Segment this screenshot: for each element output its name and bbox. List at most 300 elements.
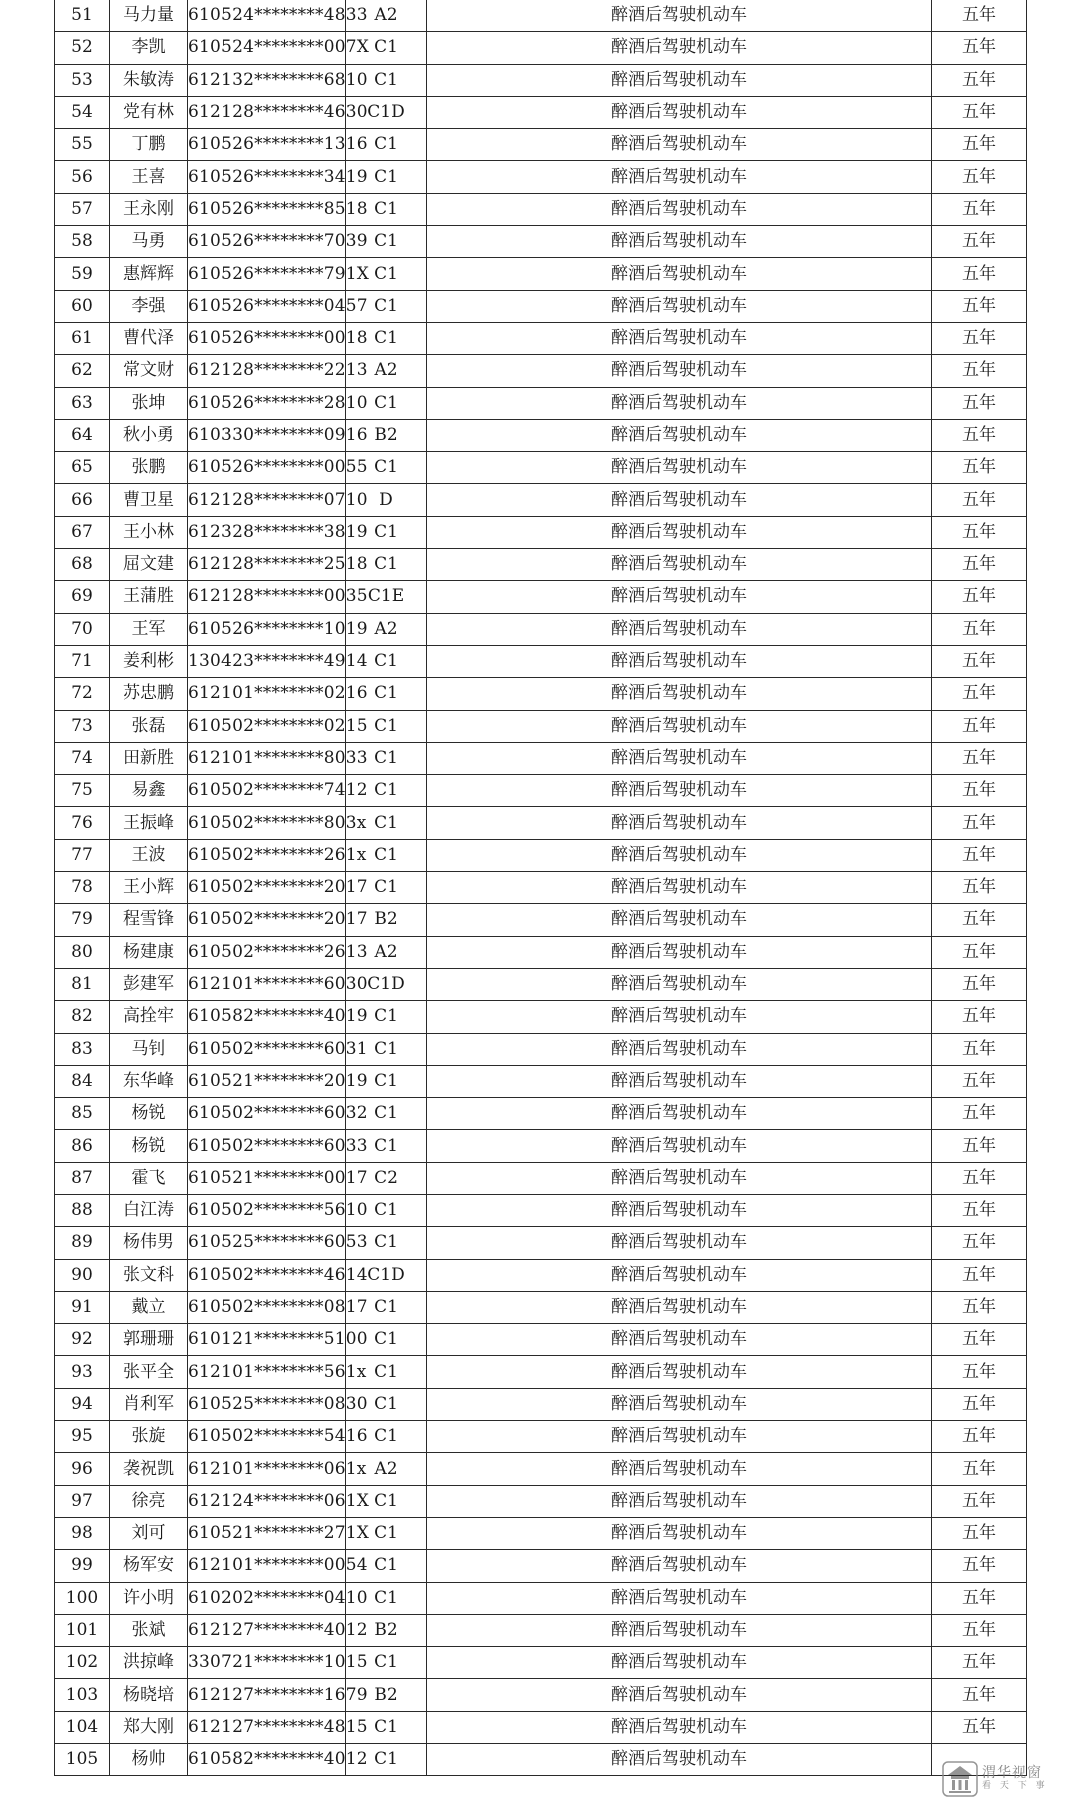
table-row: [55, 0, 1027, 32]
license-class-cell: C1: [346, 1647, 427, 1679]
ban-term-cell: 五年: [932, 1679, 1027, 1711]
row-number-cell: 95: [55, 1421, 110, 1453]
row-number-cell: 96: [55, 1453, 110, 1485]
watermark-line1: 渭华视窗: [982, 1765, 1042, 1782]
row-number-cell: 72: [55, 678, 110, 710]
table-row: [55, 742, 1027, 774]
row-number-cell: 63: [55, 387, 110, 419]
ban-term-cell: 五年: [932, 1324, 1027, 1356]
license-class-cell: C1: [346, 129, 427, 161]
table-row: [55, 1227, 1027, 1259]
name-cell: 张斌: [110, 1614, 188, 1646]
license-class-cell: C1: [346, 1033, 427, 1065]
reason-cell: 醉酒后驾驶机动车: [427, 839, 932, 871]
row-number-cell: 75: [55, 775, 110, 807]
reason-cell: 醉酒后驾驶机动车: [427, 484, 932, 516]
id-number-cell: 610502********2017: [188, 904, 346, 936]
id-number-cell: 610502********5610: [188, 1194, 346, 1226]
id-number-cell: 610202********0410: [188, 1582, 346, 1614]
row-number-cell: 56: [55, 161, 110, 193]
ban-term-cell: 五年: [932, 645, 1027, 677]
row-number-cell: 74: [55, 742, 110, 774]
ban-term-cell: 五年: [932, 290, 1027, 322]
reason-cell: 醉酒后驾驶机动车: [427, 258, 932, 290]
name-cell: 王振峰: [110, 807, 188, 839]
row-number-cell: 98: [55, 1517, 110, 1549]
reason-cell: 醉酒后驾驶机动车: [427, 1033, 932, 1065]
watermark-logo-icon: [942, 1761, 978, 1797]
id-number-cell: 610502********803x: [188, 807, 346, 839]
license-class-cell: A2: [346, 355, 427, 387]
table-row: [55, 1065, 1027, 1097]
row-number-cell: 59: [55, 258, 110, 290]
id-number-cell: 610121********5100: [188, 1324, 346, 1356]
license-class-cell: C1: [346, 1388, 427, 1420]
license-class-cell: C1: [346, 807, 427, 839]
ban-term-cell: 五年: [932, 1130, 1027, 1162]
table-row: [55, 1098, 1027, 1130]
table-row: [55, 355, 1027, 387]
reason-cell: 醉酒后驾驶机动车: [427, 645, 932, 677]
name-cell: 常文财: [110, 355, 188, 387]
ban-term-cell: 五年: [932, 96, 1027, 128]
table-row: [55, 904, 1027, 936]
row-number-cell: 93: [55, 1356, 110, 1388]
id-number-cell: 612128********2213: [188, 355, 346, 387]
id-number-cell: 612101********061x: [188, 1453, 346, 1485]
reason-cell: 醉酒后驾驶机动车: [427, 1582, 932, 1614]
row-number-cell: 57: [55, 193, 110, 225]
ban-term-cell: 五年: [932, 807, 1027, 839]
name-cell: 张文科: [110, 1259, 188, 1291]
table-row: [55, 258, 1027, 290]
name-cell: 东华峰: [110, 1065, 188, 1097]
ban-term-cell: 五年: [932, 387, 1027, 419]
name-cell: 易鑫: [110, 775, 188, 807]
license-class-cell: A2: [346, 1453, 427, 1485]
table-row: [55, 968, 1027, 1000]
license-class-cell: C1: [346, 1291, 427, 1323]
id-number-cell: 610502********7412: [188, 775, 346, 807]
license-class-cell: C1: [346, 1098, 427, 1130]
ban-term-cell: 五年: [932, 0, 1027, 32]
id-number-cell: 610526********3419: [188, 161, 346, 193]
name-cell: 王军: [110, 613, 188, 645]
license-class-cell: C1: [346, 549, 427, 581]
row-number-cell: 54: [55, 96, 110, 128]
row-number-cell: 90: [55, 1259, 110, 1291]
id-number-cell: 610526********0055: [188, 452, 346, 484]
reason-cell: 醉酒后驾驶机动车: [427, 1453, 932, 1485]
license-class-cell: C1E: [346, 581, 427, 613]
license-class-cell: C1D: [346, 96, 427, 128]
row-number-cell: 92: [55, 1324, 110, 1356]
id-number-cell: 612328********3819: [188, 516, 346, 548]
name-cell: 惠辉辉: [110, 258, 188, 290]
license-class-cell: C1: [346, 1421, 427, 1453]
name-cell: 杨军安: [110, 1550, 188, 1582]
id-number-cell: 610502********2017: [188, 872, 346, 904]
name-cell: 刘可: [110, 1517, 188, 1549]
ban-term-cell: 五年: [932, 613, 1027, 645]
row-number-cell: 81: [55, 968, 110, 1000]
name-cell: 杨伟男: [110, 1227, 188, 1259]
table-row: [55, 1582, 1027, 1614]
row-number-cell: 52: [55, 32, 110, 64]
name-cell: 朱敏涛: [110, 64, 188, 96]
row-number-cell: 89: [55, 1227, 110, 1259]
license-class-cell: C1: [346, 1324, 427, 1356]
table-row: [55, 193, 1027, 225]
license-class-cell: C1: [346, 387, 427, 419]
id-number-cell: 612127********4815: [188, 1711, 346, 1743]
license-class-cell: C1: [346, 1194, 427, 1226]
record-table: [54, 0, 1027, 1776]
license-class-cell: C1: [346, 64, 427, 96]
id-number-cell: 610582********4019: [188, 1001, 346, 1033]
reason-cell: 醉酒后驾驶机动车: [427, 193, 932, 225]
license-class-cell: C1: [346, 290, 427, 322]
name-cell: 王蒲胜: [110, 581, 188, 613]
row-number-cell: 88: [55, 1194, 110, 1226]
table-row: [55, 290, 1027, 322]
reason-cell: 醉酒后驾驶机动车: [427, 1711, 932, 1743]
id-number-cell: 610502********261x: [188, 839, 346, 871]
name-cell: 秋小勇: [110, 419, 188, 451]
table-row: [55, 872, 1027, 904]
row-number-cell: 105: [55, 1744, 110, 1776]
row-number-cell: 84: [55, 1065, 110, 1097]
id-number-cell: 610525********6053: [188, 1227, 346, 1259]
reason-cell: 醉酒后驾驶机动车: [427, 678, 932, 710]
license-class-cell: C1: [346, 872, 427, 904]
reason-cell: 醉酒后驾驶机动车: [427, 1388, 932, 1420]
table-row: [55, 775, 1027, 807]
table-row: [55, 452, 1027, 484]
ban-term-cell: 五年: [932, 452, 1027, 484]
license-class-cell: C1: [346, 1744, 427, 1776]
name-cell: 白江涛: [110, 1194, 188, 1226]
row-number-cell: 100: [55, 1582, 110, 1614]
row-number-cell: 82: [55, 1001, 110, 1033]
id-number-cell: 610526********0018: [188, 322, 346, 354]
table-row: [55, 1517, 1027, 1549]
watermark: [942, 1759, 1062, 1799]
id-number-cell: 130423********4914: [188, 645, 346, 677]
name-cell: 王喜: [110, 161, 188, 193]
name-cell: 杨锐: [110, 1098, 188, 1130]
id-number-cell: 610526********1316: [188, 129, 346, 161]
license-class-cell: C1: [346, 1227, 427, 1259]
id-number-cell: 610582********4012: [188, 1744, 346, 1776]
name-cell: 党有林: [110, 96, 188, 128]
id-number-cell: 610526********7039: [188, 226, 346, 258]
reason-cell: 醉酒后驾驶机动车: [427, 936, 932, 968]
ban-term-cell: 五年: [932, 1291, 1027, 1323]
reason-cell: 醉酒后驾驶机动车: [427, 1356, 932, 1388]
ban-term-cell: 五年: [932, 258, 1027, 290]
ban-term-cell: 五年: [932, 742, 1027, 774]
license-class-cell: C1: [346, 322, 427, 354]
reason-cell: 醉酒后驾驶机动车: [427, 968, 932, 1000]
row-number-cell: 76: [55, 807, 110, 839]
id-number-cell: 612127********4012: [188, 1614, 346, 1646]
id-number-cell: 612128********4630: [188, 96, 346, 128]
reason-cell: 醉酒后驾驶机动车: [427, 1550, 932, 1582]
ban-term-cell: 五年: [932, 904, 1027, 936]
row-number-cell: 73: [55, 710, 110, 742]
ban-term-cell: 五年: [932, 936, 1027, 968]
id-number-cell: 610502********5416: [188, 1421, 346, 1453]
reason-cell: 醉酒后驾驶机动车: [427, 96, 932, 128]
license-class-cell: C1: [346, 1485, 427, 1517]
name-cell: 高拴牢: [110, 1001, 188, 1033]
reason-cell: 醉酒后驾驶机动车: [427, 1162, 932, 1194]
row-number-cell: 86: [55, 1130, 110, 1162]
id-number-cell: 612127********1679: [188, 1679, 346, 1711]
id-number-cell: 610526********2810: [188, 387, 346, 419]
ban-term-cell: 五年: [932, 1582, 1027, 1614]
license-class-cell: C1: [346, 1001, 427, 1033]
ban-term-cell: 五年: [932, 1614, 1027, 1646]
license-class-cell: C1: [346, 161, 427, 193]
id-number-cell: 610526********8518: [188, 193, 346, 225]
table-row: [55, 678, 1027, 710]
ban-term-cell: 五年: [932, 1001, 1027, 1033]
ban-term-cell: 五年: [932, 1033, 1027, 1065]
license-class-cell: C1: [346, 742, 427, 774]
license-class-cell: C1: [346, 1517, 427, 1549]
license-class-cell: C1: [346, 710, 427, 742]
license-class-cell: C1D: [346, 968, 427, 1000]
name-cell: 田新胜: [110, 742, 188, 774]
table-row: [55, 1388, 1027, 1420]
row-number-cell: 80: [55, 936, 110, 968]
ban-term-cell: 五年: [932, 678, 1027, 710]
license-class-cell: B2: [346, 419, 427, 451]
row-number-cell: 64: [55, 419, 110, 451]
id-number-cell: 612128********0035: [188, 581, 346, 613]
id-number-cell: 610330********0916: [188, 419, 346, 451]
reason-cell: 醉酒后驾驶机动车: [427, 419, 932, 451]
name-cell: 李凯: [110, 32, 188, 64]
license-class-cell: A2: [346, 613, 427, 645]
ban-term-cell: 五年: [932, 419, 1027, 451]
ban-term-cell: 五年: [932, 839, 1027, 871]
table-row: [55, 1259, 1027, 1291]
name-cell: 王小林: [110, 516, 188, 548]
row-number-cell: 55: [55, 129, 110, 161]
license-class-cell: C1: [346, 193, 427, 225]
reason-cell: 醉酒后驾驶机动车: [427, 1130, 932, 1162]
reason-cell: 醉酒后驾驶机动车: [427, 1485, 932, 1517]
id-number-cell: 610502********6032: [188, 1098, 346, 1130]
reason-cell: 醉酒后驾驶机动车: [427, 1227, 932, 1259]
name-cell: 曹代泽: [110, 322, 188, 354]
id-number-cell: 612128********2518: [188, 549, 346, 581]
row-number-cell: 104: [55, 1711, 110, 1743]
reason-cell: 醉酒后驾驶机动车: [427, 0, 932, 32]
ban-term-cell: 五年: [932, 32, 1027, 64]
ban-term-cell: 五年: [932, 1421, 1027, 1453]
name-cell: 徐亮: [110, 1485, 188, 1517]
reason-cell: 醉酒后驾驶机动车: [427, 1098, 932, 1130]
ban-term-cell: 五年: [932, 549, 1027, 581]
table-row: [55, 419, 1027, 451]
ban-term-cell: 五年: [932, 775, 1027, 807]
id-number-cell: 612132********6810: [188, 64, 346, 96]
name-cell: 洪掠峰: [110, 1647, 188, 1679]
license-class-cell: D: [346, 484, 427, 516]
table-row: [55, 1162, 1027, 1194]
reason-cell: 醉酒后驾驶机动车: [427, 549, 932, 581]
table-row: [55, 1550, 1027, 1582]
reason-cell: 醉酒后驾驶机动车: [427, 290, 932, 322]
table-row: [55, 1033, 1027, 1065]
table-row: [55, 1711, 1027, 1743]
ban-term-cell: 五年: [932, 1227, 1027, 1259]
reason-cell: 醉酒后驾驶机动车: [427, 775, 932, 807]
name-cell: 张坤: [110, 387, 188, 419]
watermark-text: [982, 1766, 1048, 1791]
name-cell: 马钊: [110, 1033, 188, 1065]
table-row: [55, 1647, 1027, 1679]
license-class-cell: A2: [346, 0, 427, 32]
table-row: [55, 96, 1027, 128]
name-cell: 戴立: [110, 1291, 188, 1323]
reason-cell: 醉酒后驾驶机动车: [427, 32, 932, 64]
row-number-cell: 68: [55, 549, 110, 581]
reason-cell: 醉酒后驾驶机动车: [427, 1001, 932, 1033]
id-number-cell: 610502********0817: [188, 1291, 346, 1323]
table-row: [55, 1194, 1027, 1226]
row-number-cell: 97: [55, 1485, 110, 1517]
ban-term-cell: 五年: [932, 226, 1027, 258]
table-row: [55, 1130, 1027, 1162]
id-number-cell: 610526********1019: [188, 613, 346, 645]
license-class-cell: C1: [346, 1582, 427, 1614]
license-class-cell: B2: [346, 904, 427, 936]
ban-term-cell: 五年: [932, 64, 1027, 96]
row-number-cell: 62: [55, 355, 110, 387]
name-cell: 王小辉: [110, 872, 188, 904]
row-number-cell: 103: [55, 1679, 110, 1711]
ban-term-cell: 五年: [932, 355, 1027, 387]
name-cell: 肖利军: [110, 1388, 188, 1420]
name-cell: 杨晓培: [110, 1679, 188, 1711]
row-number-cell: 51: [55, 0, 110, 32]
reason-cell: 醉酒后驾驶机动车: [427, 742, 932, 774]
reason-cell: 醉酒后驾驶机动车: [427, 581, 932, 613]
license-class-cell: C1: [346, 258, 427, 290]
license-class-cell: C1: [346, 1550, 427, 1582]
table-row: [55, 387, 1027, 419]
row-number-cell: 69: [55, 581, 110, 613]
table-row: [55, 710, 1027, 742]
ban-term-cell: 五年: [932, 161, 1027, 193]
reason-cell: 醉酒后驾驶机动车: [427, 1517, 932, 1549]
table-row: [55, 1324, 1027, 1356]
id-number-cell: 610521********0017: [188, 1162, 346, 1194]
name-cell: 张旋: [110, 1421, 188, 1453]
id-number-cell: 610502********6031: [188, 1033, 346, 1065]
reason-cell: 醉酒后驾驶机动车: [427, 129, 932, 161]
table-row: [55, 807, 1027, 839]
id-number-cell: 610524********007X: [188, 32, 346, 64]
id-number-cell: 610525********0830: [188, 1388, 346, 1420]
license-class-cell: C1: [346, 32, 427, 64]
id-number-cell: 612101********8033: [188, 742, 346, 774]
id-number-cell: 612101********0216: [188, 678, 346, 710]
row-number-cell: 61: [55, 322, 110, 354]
ban-term-cell: 五年: [932, 1098, 1027, 1130]
row-number-cell: 66: [55, 484, 110, 516]
id-number-cell: 330721********1015: [188, 1647, 346, 1679]
name-cell: 张鹏: [110, 452, 188, 484]
table-row: [55, 549, 1027, 581]
name-cell: 张磊: [110, 710, 188, 742]
table-row: [55, 322, 1027, 354]
ban-term-cell: 五年: [932, 581, 1027, 613]
name-cell: 王永刚: [110, 193, 188, 225]
table-row: [55, 516, 1027, 548]
name-cell: 曹卫星: [110, 484, 188, 516]
name-cell: 杨锐: [110, 1130, 188, 1162]
license-class-cell: C1D: [346, 1259, 427, 1291]
ban-term-cell: 五年: [932, 1162, 1027, 1194]
table-row: [55, 936, 1027, 968]
table-row: [55, 1356, 1027, 1388]
reason-cell: 醉酒后驾驶机动车: [427, 161, 932, 193]
row-number-cell: 87: [55, 1162, 110, 1194]
name-cell: 丁鹏: [110, 129, 188, 161]
table-row: [55, 1421, 1027, 1453]
name-cell: 王波: [110, 839, 188, 871]
row-number-cell: 91: [55, 1291, 110, 1323]
license-class-cell: B2: [346, 1614, 427, 1646]
name-cell: 杨帅: [110, 1744, 188, 1776]
name-cell: 袭祝凯: [110, 1453, 188, 1485]
table-row: [55, 1291, 1027, 1323]
name-cell: 马力量: [110, 0, 188, 32]
table-row: [55, 1679, 1027, 1711]
name-cell: 杨建康: [110, 936, 188, 968]
row-number-cell: 102: [55, 1647, 110, 1679]
row-number-cell: 70: [55, 613, 110, 645]
license-class-cell: C1: [346, 516, 427, 548]
row-number-cell: 53: [55, 64, 110, 96]
id-number-cell: 610502********4614: [188, 1259, 346, 1291]
ban-term-cell: 五年: [932, 1485, 1027, 1517]
ban-term-cell: 五年: [932, 322, 1027, 354]
license-class-cell: C1: [346, 1130, 427, 1162]
reason-cell: 醉酒后驾驶机动车: [427, 904, 932, 936]
name-cell: 李强: [110, 290, 188, 322]
id-number-cell: 610521********271X: [188, 1517, 346, 1549]
table-row: [55, 226, 1027, 258]
row-number-cell: 101: [55, 1614, 110, 1646]
reason-cell: 醉酒后驾驶机动车: [427, 226, 932, 258]
reason-cell: 醉酒后驾驶机动车: [427, 1647, 932, 1679]
license-class-cell: A2: [346, 936, 427, 968]
row-number-cell: 99: [55, 1550, 110, 1582]
ban-term-cell: 五年: [932, 1711, 1027, 1743]
name-cell: 许小明: [110, 1582, 188, 1614]
ban-term-cell: 五年: [932, 1517, 1027, 1549]
table-row: [55, 581, 1027, 613]
reason-cell: 醉酒后驾驶机动车: [427, 710, 932, 742]
name-cell: 马勇: [110, 226, 188, 258]
